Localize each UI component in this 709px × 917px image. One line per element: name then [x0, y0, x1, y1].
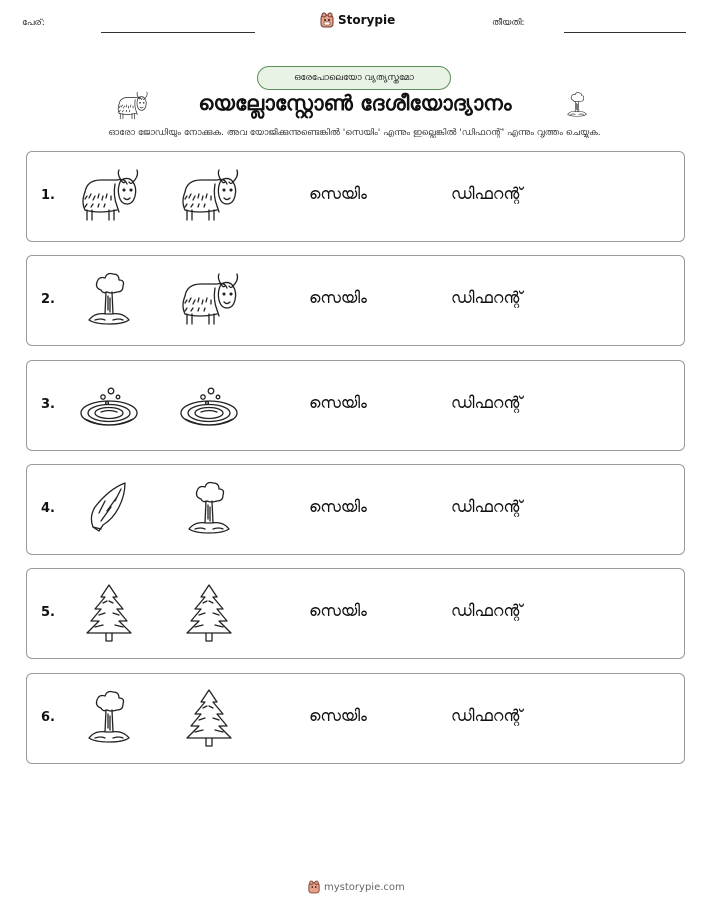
- question-row: [26, 673, 685, 764]
- same-option[interactable]: സെയിം: [309, 288, 367, 307]
- question-row: [26, 568, 685, 659]
- brand-logo: [320, 12, 395, 28]
- same-option[interactable]: സെയിം: [309, 184, 367, 203]
- instructions: ഓരോ ജോഡിയും നോക്കുക. അവ യോജിക്കുന്നുണ്ടെങ്കിൽ 'സെയിം' എന്നും ഇല്ലെങ്കിൽ 'ഡിഫറന്റ്' എന്നും വൃത്തം ചെയ്യുക.: [108, 128, 601, 138]
- different-option[interactable]: ഡിഫറന്റ്: [451, 288, 523, 307]
- different-option[interactable]: ഡിഫറന്റ്: [451, 497, 523, 516]
- pine-tree-icon: [177, 688, 241, 748]
- question-number: 5.: [41, 605, 55, 620]
- question-number: 1.: [41, 188, 55, 203]
- different-option[interactable]: ഡിഫറന്റ്: [451, 706, 523, 725]
- name-field[interactable]: [101, 32, 255, 33]
- date-field[interactable]: [564, 32, 686, 33]
- bison-icon: [114, 90, 150, 122]
- brand-name: Storypie: [338, 13, 396, 27]
- bison-icon: [177, 166, 241, 226]
- hot-spring-icon: [177, 375, 241, 435]
- question-number: 4.: [41, 501, 55, 516]
- question-row: [26, 151, 685, 242]
- different-option[interactable]: ഡിഫറന്റ്: [451, 184, 523, 203]
- pine-tree-icon: [77, 583, 141, 643]
- hot-spring-icon: [77, 375, 141, 435]
- footer-site: mystorypie.com: [324, 881, 405, 893]
- question-row: [26, 360, 685, 451]
- same-option[interactable]: സെയിം: [309, 393, 367, 412]
- activity-type-badge: ഒരേപോലെയോ വ്യത്യസ്തമോ: [257, 66, 451, 90]
- footer: [308, 880, 405, 894]
- geyser-icon: [77, 688, 141, 748]
- arrowhead-icon: [77, 479, 141, 539]
- question-number: 6.: [41, 710, 55, 725]
- same-option[interactable]: സെയിം: [309, 601, 367, 620]
- bison-icon: [177, 270, 241, 330]
- name-label: പേര്:: [22, 18, 45, 28]
- same-option[interactable]: സെയിം: [309, 497, 367, 516]
- different-option[interactable]: ഡിഫറന്റ്: [451, 393, 523, 412]
- storypie-mascot-icon: [308, 880, 320, 894]
- geyser-icon: [562, 90, 592, 120]
- bison-icon: [77, 166, 141, 226]
- same-option[interactable]: സെയിം: [309, 706, 367, 725]
- date-label: തീയതി:: [492, 18, 525, 28]
- geyser-icon: [177, 479, 241, 539]
- question-row: [26, 255, 685, 346]
- pine-tree-icon: [177, 583, 241, 643]
- question-number: 2.: [41, 292, 55, 307]
- geyser-icon: [77, 270, 141, 330]
- question-number: 3.: [41, 397, 55, 412]
- question-row: [26, 464, 685, 555]
- different-option[interactable]: ഡിഫറന്റ്: [451, 601, 523, 620]
- page-title: യെല്ലോസ്റ്റോൺ ദേശീയോദ്യാനം: [198, 91, 512, 115]
- storypie-mascot-icon: [320, 12, 334, 28]
